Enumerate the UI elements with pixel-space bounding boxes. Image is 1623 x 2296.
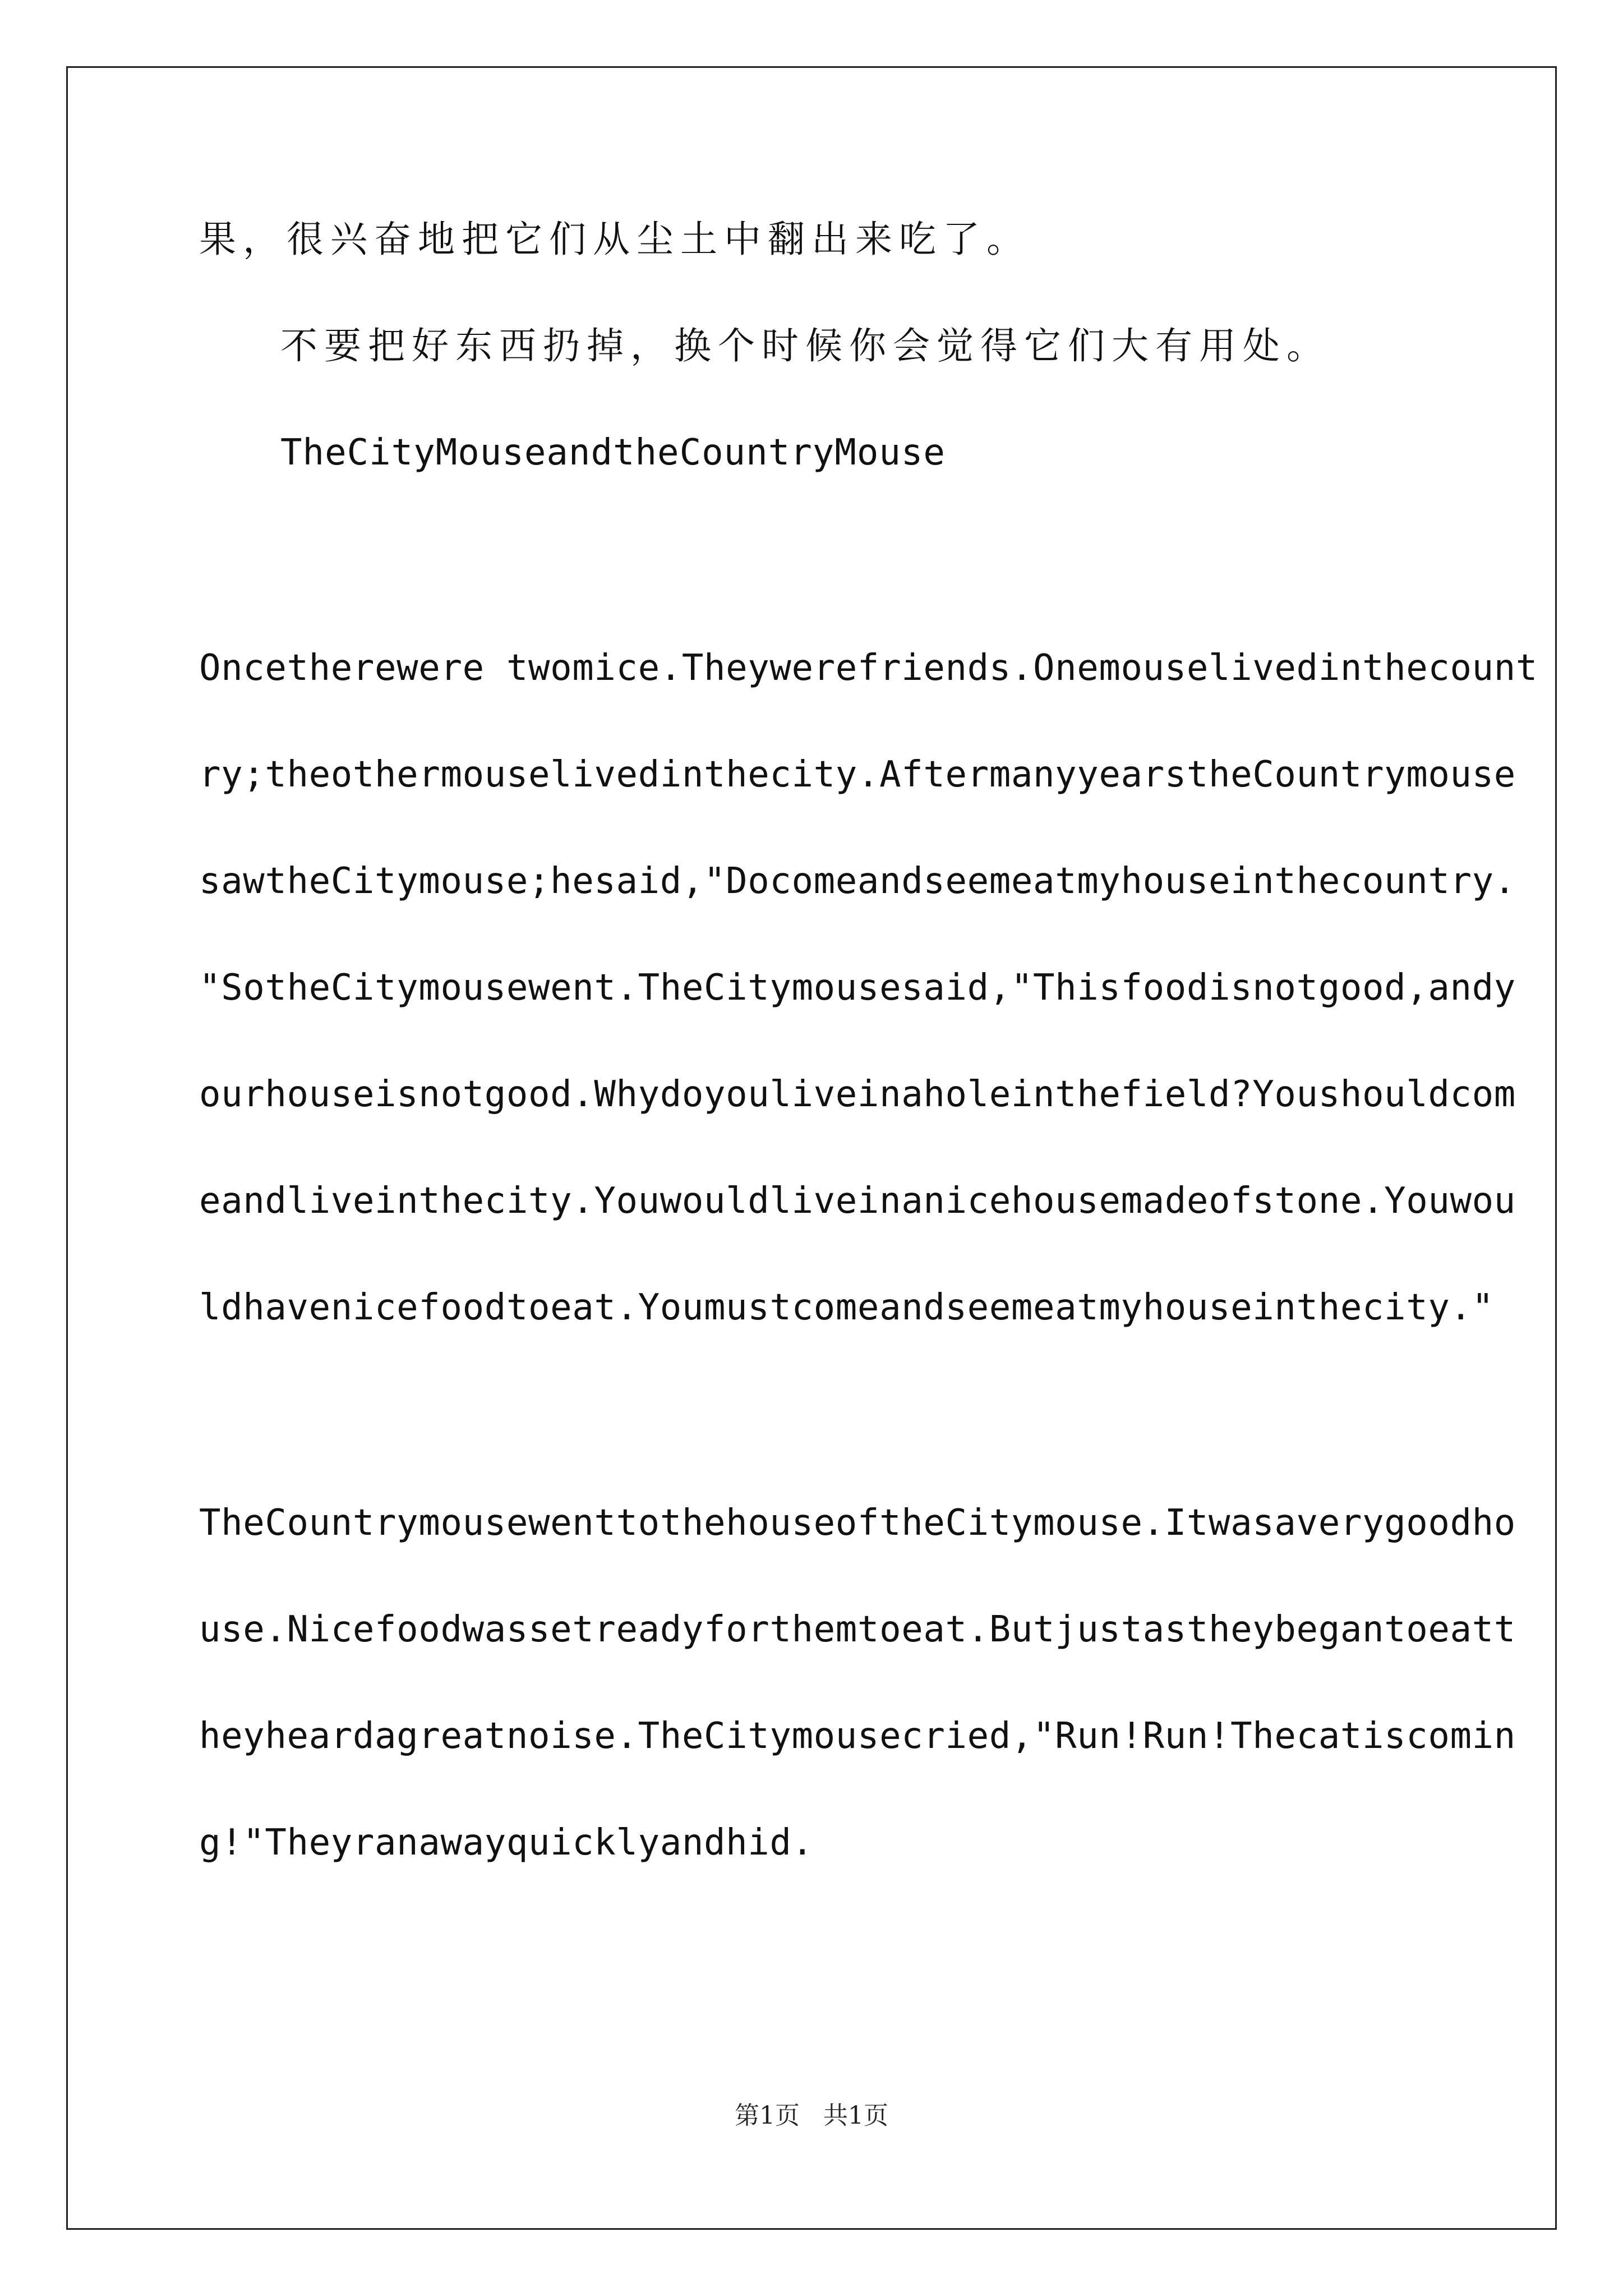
text-line: "SotheCitymousewent.TheCitymousesaid,"Thisfoodisnotgood,andy <box>199 967 1516 1009</box>
text-line: heyheardagreatnoise.TheCitymousecried,"Run!Run!Thecatiscomin <box>199 1715 1516 1757</box>
moral-paragraph: 不要把好东西扔掉，换个时候你会觉得它们大有用处。 <box>280 324 1330 367</box>
text-line: ry;theothermouselivedinthecity.AftermanyyearstheCountrymouse <box>199 754 1516 795</box>
page-number: 第1页 <box>735 2101 800 2130</box>
story-paragraph-1 <box>199 642 1538 1334</box>
text-line: g!"Theyranawayquicklyandhid. <box>199 1822 814 1864</box>
paragraph-continuation: 果，很兴奋地把它们从尘土中翻出来吃了。 <box>199 218 1030 261</box>
text-line: sawtheCitymouse;hesaid,"Docomeandseemeatmyhouseinthecountry. <box>199 861 1516 902</box>
text-line: use.Nicefoodwassetreadyforthemtoeat.Butjustastheybegantoeatt <box>199 1609 1516 1650</box>
text-line: eandliveinthecity.Youwouldliveinanicehousemadeofstone.Youwou <box>199 1180 1516 1222</box>
text-line: Oncetherewere twomice.Theywerefriends.Onemouselivedinthecount <box>199 647 1538 689</box>
page-footer <box>0 2095 1623 2131</box>
document-body <box>199 213 1538 1869</box>
text-line: TheCountrymousewenttothehouseoftheCitymouse.Itwasaverygoodho <box>199 1502 1516 1544</box>
text-line: ourhouseisnotgood.Whydoyouliveinaholeinthefield?Youshouldcom <box>199 1074 1516 1115</box>
text-line: ldhavenicefoodtoeat.Youmustcomeandseemeatmyhouseinthecity." <box>199 1287 1494 1328</box>
story-title: TheCityMouseandtheCountryMouse <box>280 432 946 473</box>
page-total: 共1页 <box>823 2101 888 2130</box>
story-paragraph-2 <box>199 1497 1516 1869</box>
